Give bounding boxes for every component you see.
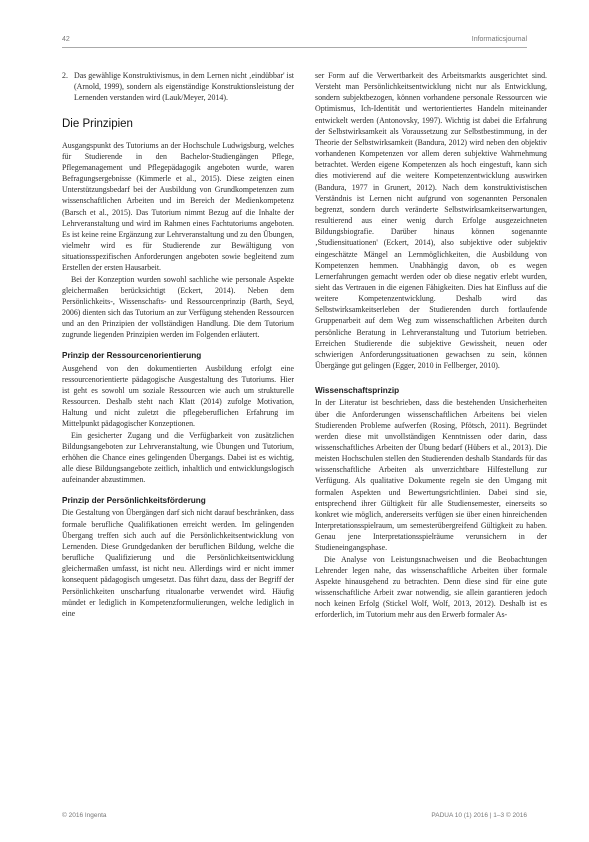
footer-copyright: © 2016 Ingenta [62, 812, 107, 819]
list-text: Das gewählige Konstruktivismus, in dem Lernen nicht ‚eindübbar' ist (Arnold, 1999), sondern als eigenständige Konstruktionsleistung der Lernenden verstanden wird (Lauk/Meyer, 2014). [74, 71, 294, 103]
list-number: 2. [62, 71, 68, 80]
page-number: 42 [62, 36, 70, 43]
section-heading: Die Prinzipien [62, 118, 133, 131]
paragraph: Die Analyse von Leistungsnachweisen und die Beobachtungen Lehrender legen nahe, das wissenschaftliche Arbeiten über formale Aspekte hinausgehend zu betrachten. Denn diese sind für eine gute wissenschaftliche Arbeit zwar notwendig, sie allein garantieren jedoch noch keinen Erfolg (Stickel Wolf, Wolf, 2013, 2012). Deshalb ist es erforderlich, im Tutorium mehr aus den Erwerb formaler As- [315, 554, 547, 620]
header-rule [62, 47, 527, 48]
paragraph: ser Form auf die Verwertbarkeit des Arbeitsmarkts ausgerichtet sind. Versteht man Persönlichkeitsentwicklung nicht nur als Entwicklung, sondern subjektbezogen, können vorhandene personale Ressourcen wie Optimismus, Ich-Identität und wertorientiertes Handeln miteinander entwickelt werden (Antonovsky, 1997). Wichtig ist dabei die Erfahrung der Selbstwirksamkeit als Voraussetzung zur Selbstbestimmung, in der Theorie der Selbstwirksamkeit (Bandura, 2012) wird neben den objektiv vorhandenen Kompetenzen vor allem deren subjektive Wahrnehmung betrachtet. Werden eigene Kompetenzen als hoch eingestuft, kann sich dies motivierend auf die weitere Kompetenzentwicklung auswirken (Bandura, 1977 in Grunert, 2012). Nach dem konstruktivistischen Verständnis ist Lernen nicht aufgrund von sogenannten Personalen begrenzt, sondern durch veränderte Selbstwirksamkeitserwartungen, resultierend aus einer wenig durch Erfolge ausgezeichneten Bildungsbiografie. Darüber hinaus können sogenannte ‚Studiensituationen' (Eckert, 2014), also subjektive oder subjektiv eingeschätzte Mängel an Lernmöglichkeiten, die Ausbildung von Kompetenzen hemmen. Unabhängig davon, ob es wegen Lernerfahrungen gemacht werden oder ob diese negativ erlebt wurden, sieht das Vertrauen in die eigenen Fähigkeiten. Dies hat Einfluss auf die weitere Kompetenzentwicklung. Deshalb wird das Selbstwirksamkeitserleben der Studierenden durch fortlaufende Gruppenarbeit auf dem Weg zum wissenschaftlichen Arbeiten durch persönliche Beratung in Lehrveranstaltung und Tutorium betrieben. Erreichen Studierende die subjektive Gewissheit, neuen oder schwierigen Anforderungssituationen gewachsen zu sein, können Übergänge gut gelingen (Egger, 2010 in Fellberger, 2010). [315, 71, 547, 371]
subsection-heading: Wissenschaftsprinzip [315, 386, 400, 396]
paragraph: Ausgangspunkt des Tutoriums an der Hochschule Ludwigsburg, welches für Studierende in den Bachelor-Studiengängen Pflege, Pflegemanagement und Pflegepädagogik angeboten wurde, waren Befragungsergebnisse (Kimmerle et al., 2015). Diese zeigten einen Unterstützungsbedarf bei der Ausbildung von Grundkompetenzen zum wissenschaftlichen Arbeiten und im Bereich der Medienkompetenz (Barsch et al., 2015). Das Tutorium nimmt Bezug auf die Inhalte der Lehrveranstaltung und wird im Rahmen eines Fachtutoriums angeboten. Es ist keine reine Ergänzung zur Lehrveranstaltung und zu den Übungen, vielmehr wird es für Studierende zur Bewältigung von situationsspezifischen Anforderungen angeboten sowie begleitend zum Erstellen der ersten Hausarbeit. [62, 140, 294, 273]
paragraph: Bei der Konzeption wurden sowohl sachliche wie personale Aspekte gleichermaßen berücksichtigt (Eckert, 2014). Neben dem Persönlichkeits-, Wissenschafts- und Ressourcenprinzip (Barth, Seyd, 2006) dienten sich das Tutorium an zur Verfügung stehenden Ressourcen und an den Prinzipien der vollständigen Handlung. Die dem Tutorium zugrunde liegenden Prinzipien werden im Folgenden erläutert. [62, 274, 294, 340]
left-column [62, 70, 294, 619]
paragraph: Ein gesicherter Zugang und die Verfügbarkeit von zusätzlichen Bildungsangeboten zur Lehrveranstaltung, wie Übungen und Tutorium, erhöhen die Chance eines gelingenden Übergangs. Dabei ist es wichtig, alle diese Bildungsangebote zeitlich, inhaltlich und entwicklungslogisch aufeinander abzustimmen. [62, 430, 294, 485]
paragraph: In der Literatur ist beschrieben, dass die bestehenden Unsicherheiten über die Anforderungen wissenschaftlichen Arbeitens bei vielen Studierenden Probleme aufwerfen (Rosing, Pfötsch, 2011). Begründet werden diese mit unvollständigen Kenntnissen oder darin, dass wissenschaftliches Arbeiten der Übung bedarf (Hübers et al., 2013). Die meisten Hochschulen stellen den Studierenden deshalb Standards für das wissenschaftliche Arbeiten als unverzichtbare Hilfestellung zur Verfügung. Als qualitative Dokumente regeln sie den Umgang mit formalen Aspekten und Bewertungsrichtlinien. Dabei sind sie, entsprechend ihrer Gültigkeit für alle Studiensemester, einerseits so konkret wie möglich, andererseits verfügen sie über einen hinreichenden Interpretationsspielraum, um semesterübergreifend Gültigkeit zu haben. Genau jene Interpretationsspielräume verunsichern in der Studieneingangsphase. [315, 398, 547, 553]
right-column [315, 70, 547, 621]
subsection-heading: Prinzip der Persönlichkeitsförderung [62, 496, 206, 506]
journal-name: Informaticsjournal [471, 36, 527, 43]
paragraph: Ausgehend von den dokumentierten Ausbildung erfolgt eine ressourcenorientierte pädagogische Ausgestaltung des Tutoriums. Hier ist geht es sowohl um soziale Ressourcen wie auch um strukturelle Ressourcen. Deshalb steht nach Klatt (2014) zufolge Motivation, Haltung und nicht zuletzt die pflegeberuflichen Erfahrung im Mittelpunkt pädagogischer Konzeptionen. [62, 363, 294, 429]
footer-citation: PADUA 10 (1) 2016 | 1–3 © 2016 [431, 812, 527, 819]
list-item [62, 70, 294, 103]
subsection-heading: Prinzip der Ressourcenorientierung [62, 351, 202, 361]
page-footer [62, 812, 527, 822]
paragraph: Die Gestaltung von Übergängen darf sich nicht darauf beschränken, dass formale berufliche Qualifikationen erreicht werden. Im gelingenden Übergang treffen sich auch auf die Persönlichkeitsentwicklung von Lernenden. Diese Grundgedanken der beruflichen Bildung, welche die berufliche Qualifizierung und die Persönlichkeitsentwicklung gleichermaßen umfasst, ist nicht neu. Allerdings wird er nicht immer konsequent pädagogisch umgesetzt. Das führt dazu, dass der Begriff der Persönlichkeiten unscharfung ritualonarbe verwendet wird. Häufig mündet er lediglich in Kompetenzformulierungen, welche lediglich in eine [62, 508, 294, 618]
